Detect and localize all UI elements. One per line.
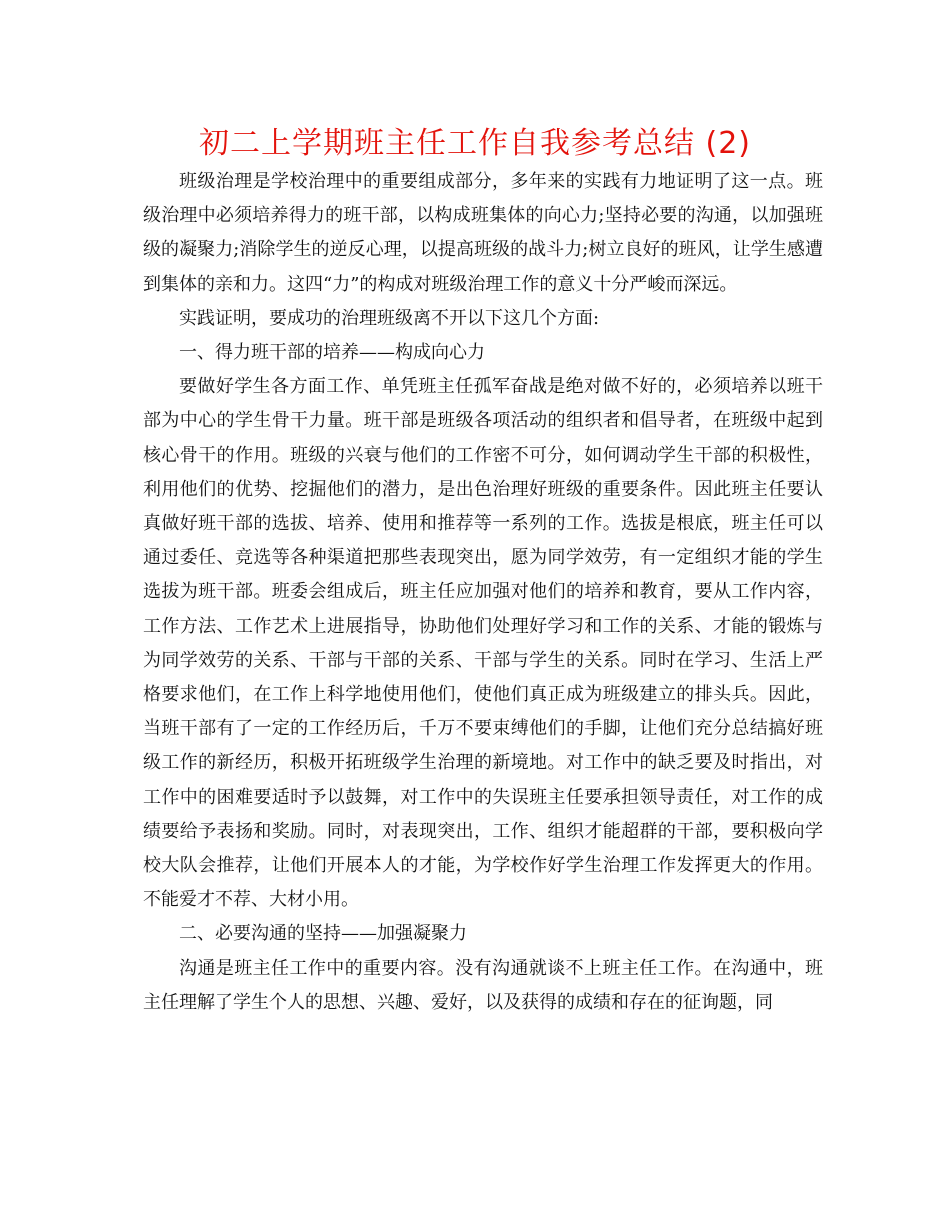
paragraph-section-2: 沟通是班主任工作中的重要内容。没有沟通就谈不上班主任工作。在沟通中，班主任理解了学生个人的思想、兴趣、爱好，以及获得的成绩和存在的征询题，同 <box>143 957 823 1013</box>
section-heading-2: 二、必要沟通的坚持——加强凝聚力 <box>179 923 467 945</box>
paragraph-practice-proof: 实践证明，要成功的治理班级离不开以下这几个方面: <box>179 307 600 329</box>
document-body <box>143 165 823 1020</box>
section-heading-1: 一、得力班干部的培养——构成向心力 <box>179 342 485 364</box>
paragraph-intro: 班级治理是学校治理中的重要组成部分，多年来的实践有力地证明了这一点。班级治理中必须培养得力的班干部，以构成班集体的向心力;坚持必要的沟通，以加强班级的凝聚力;消除学生的逆反心理，以提高班级的战斗力;树立良好的班风，让学生感遭到集体的亲和力。这四“力”的构成对班级治理工作的意义十分严峻而深远。 <box>143 171 823 295</box>
paragraph-section-1: 要做好学生各方面工作、单凭班主任孤军奋战是绝对做不好的，必须培养以班干部为中心的学生骨干力量。班干部是班级各项活动的组织者和倡导者，在班级中起到核心骨干的作用。班级的兴衰与他们的工作密不可分，如何调动学生干部的积极性，利用他们的优势、挖掘他们的潜力，是出色治理好班级的重要条件。因此班主任要认真做好班干部的选拔、培养、使用和推荐等一系列的工作。选拔是根底，班主任可以通过委任、竞选等各种渠道把那些表现突出，愿为同学效劳，有一定组织才能的学生选拔为班干部。班委会组成后，班主任应加强对他们的培养和教育，要从工作内容，工作方法、工作艺术上进展指导，协助他们处理好学习和工作的关系、才能的锻炼与为同学效劳的关系、干部与干部的关系、干部与学生的关系。同时在学习、生活上严格要求他们，在工作上科学地使用他们，使他们真正成为班级建立的排头兵。因此，当班干部有了一定的工作经历后，千万不要束缚他们的手脚，让他们充分总结搞好班级工作的新经历，积极开拓班级学生治理的新境地。对工作中的缺乏要及时指出，对工作中的困难要适时予以鼓舞，对工作中的失误班主任要承担领导责任，对工作的成绩要给予表扬和奖励。同时，对表现突出，工作、组织才能超群的干部，要积极向学校大队会推荐，让他们开展本人的才能，为学校作好学生治理工作发挥更大的作用。不能爱才不荐、大材小用。 <box>143 376 823 911</box>
document-title: 初二上学期班主任工作自我参考总结 (2) <box>198 126 752 161</box>
